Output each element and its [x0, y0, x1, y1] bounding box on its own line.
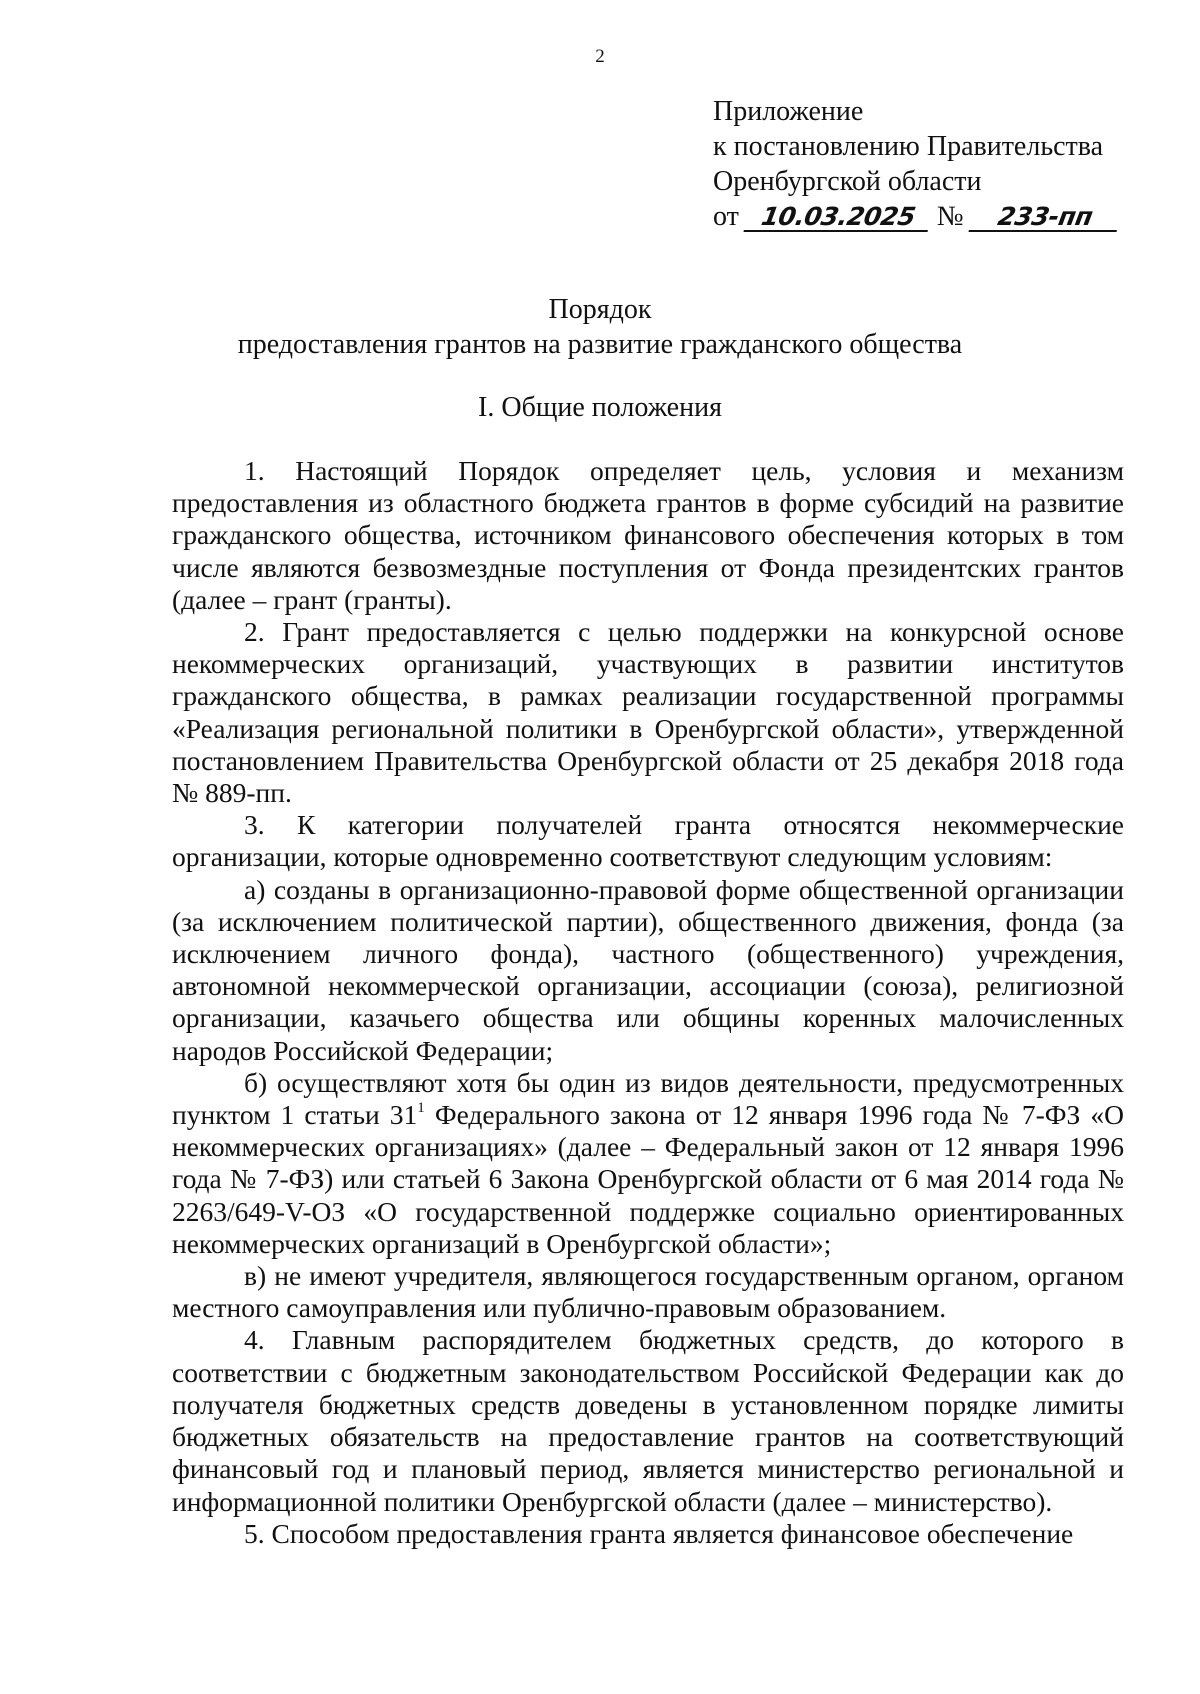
- paragraph-4: 4. Главным распорядителем бюджетных средств, до которого в соответствии с бюджетным законодательством Российской Федерации как до получателя бюджетных средств доведены в установленном порядке лимиты бюджетных обязательств на предоставление грантов на соответствующий финансовый год и плановый период, является министерство региональной и информационной политики Оренбургской области (далее – министерство).: [172, 1324, 1124, 1517]
- paragraph-3: 3. К категории получателей гранта относятся некоммерческие организации, которые одновременно соответствуют следующим условиям:: [172, 809, 1124, 873]
- document-subtitle: предоставления грантов на развитие гражданского общества: [237, 329, 963, 360]
- article-superscript: 1: [417, 1100, 425, 1117]
- appendix-line-3: Оренбургской области: [713, 166, 982, 197]
- document-body: [172, 455, 1124, 1550]
- appendix-line-1: Приложение: [713, 96, 864, 127]
- paragraph-3b: [172, 1067, 1124, 1260]
- handwritten-number: 233-пп: [968, 204, 1121, 232]
- section-heading: I. Общие положения: [478, 392, 722, 423]
- number-sign: №: [936, 201, 964, 232]
- appendix-block: [713, 94, 1119, 234]
- page-number: 2: [595, 46, 605, 67]
- paragraph-3b-start: б) осуществляют хотя бы один из видов деятельности, предусмотренных пунктом 1 статьи 31: [172, 1066, 1124, 1131]
- paragraph-5: 5. Способом предоставления гранта является финансовое обеспечение: [244, 1517, 1074, 1549]
- appendix-date-line: [713, 199, 1119, 234]
- paragraph-3a: а) созданы в организационно-правовой форме общественной организации (за исключением политической партии), общественного движения, фонда (за исключением личного фонда), частного (общественного) учреждения, автономной некоммерческой организации, ассоциации (союза), религиозной организации, казачьего общества или общины коренных малочисленных народов Российской Федерации;: [172, 873, 1124, 1066]
- handwritten-date: 10.03.2025: [743, 204, 932, 232]
- paragraph-1: 1. Настоящий Порядок определяет цель, условия и механизм предоставления из областного бюджета грантов в форме субсидий на развитие гражданского общества, источником финансового обеспечения которых в том числе являются безвозмездные поступления от Фонда президентских грантов (далее – грант (гранты).: [172, 455, 1124, 615]
- paragraph-2: 2. Грант предоставляется с целью поддержки на конкурсной основе некоммерческих организаций, участвующих в развитии институтов гражданского общества, в рамках реализации государственной программы «Реализация региональной политики в Оренбургской области», утвержденной постановлением Правительства Оренбургской области от 25 декабря 2018 года № 889-пп.: [172, 616, 1124, 809]
- from-label: от: [713, 201, 739, 232]
- document-title: Порядок: [548, 294, 652, 325]
- appendix-line-2: к постановлению Правительства: [713, 131, 1104, 162]
- paragraph-3b-end: Федерального закона от 12 января 1996 года № 7-ФЗ «О некоммерческих организациях» (далее – Федеральный закон от 12 января 1996 года № 7-ФЗ) или статьей 6 Закона Оренбургской области от 6 мая 2014 года № 2263/649-V-ОЗ «О государственной поддержке социально ориентированных некоммерческих организаций в Оренбургской области»;: [172, 1099, 1124, 1259]
- paragraph-3c: в) не имеют учредителя, являющегося государственным органом, органом местного самоуправления или публично-правовым образованием.: [172, 1260, 1124, 1324]
